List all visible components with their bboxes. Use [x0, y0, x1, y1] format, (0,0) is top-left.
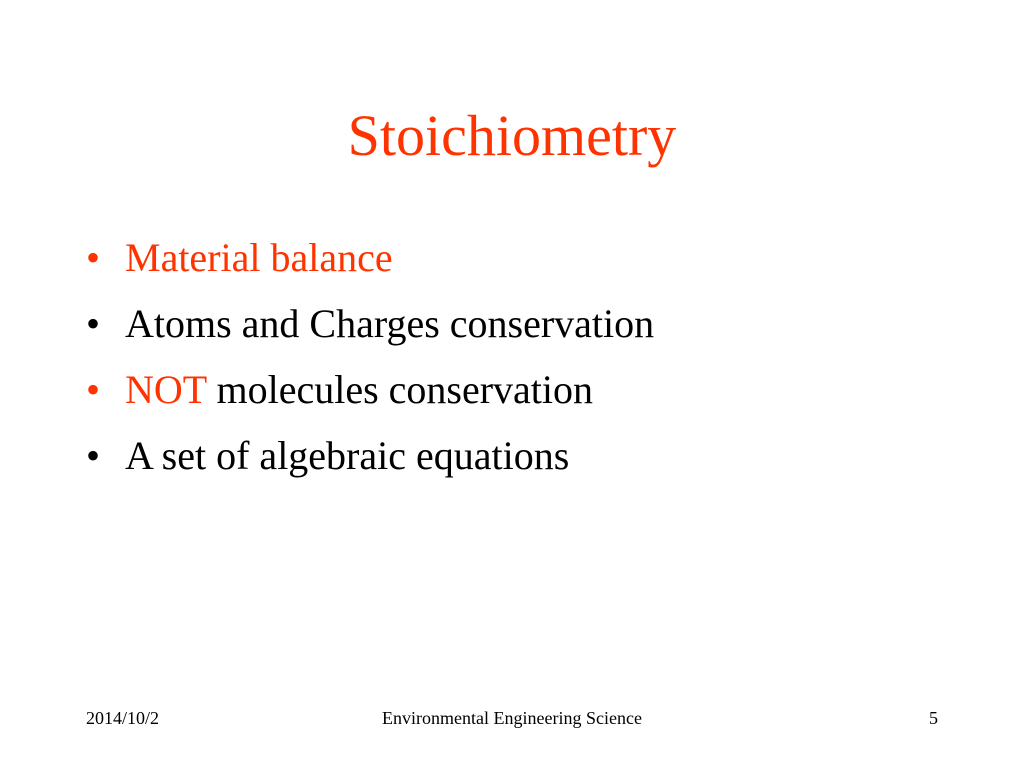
bullet-body: molecules conservation — [206, 367, 594, 412]
bullet-body: A set of algebraic equations — [125, 433, 570, 478]
bullet-text — [125, 291, 654, 357]
bullet-text — [125, 357, 593, 423]
bullet-text — [125, 225, 393, 291]
bullet-icon: • — [86, 301, 101, 346]
footer-title: Environmental Engineering Science — [382, 708, 642, 728]
footer-date: 2014/10/2 — [86, 708, 160, 728]
slide-title: Stoichiometry — [347, 103, 677, 168]
bullet-highlight: NOT — [125, 367, 207, 412]
bullet-text — [125, 423, 569, 489]
bullet-highlight: Material balance — [125, 235, 393, 280]
bullet-icon: • — [86, 433, 101, 478]
page-number: 5 — [929, 708, 938, 728]
bullet-icon: • — [86, 367, 101, 412]
bullet-icon: • — [86, 235, 101, 280]
bullet-body: Atoms and Charges conservation — [125, 301, 655, 346]
